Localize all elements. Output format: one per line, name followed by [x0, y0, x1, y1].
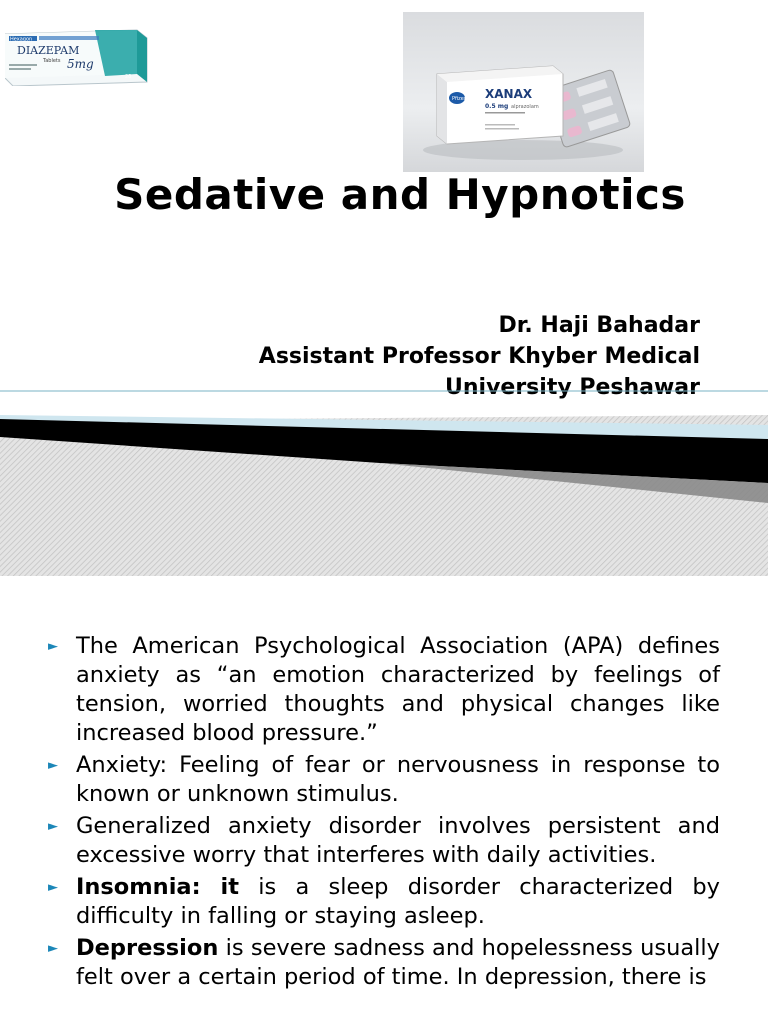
- slide-title: Sedative and Hypnotics: [114, 170, 686, 219]
- xanax-photo: [403, 12, 644, 172]
- decorative-swoosh: [0, 385, 768, 576]
- bullet-arrow-icon: ►: [48, 880, 58, 895]
- diazepam-strength: 5mg: [67, 57, 94, 71]
- bullet-text: is severe sadness and hopelessness usually felt over a certain period of time. In depression, there is: [76, 935, 720, 990]
- diazepam-count: 28: [125, 74, 132, 80]
- bullet-term: Insomnia: it: [76, 874, 239, 900]
- diazepam-drug: DIAZEPAM: [17, 44, 80, 57]
- bullet-item: [48, 751, 720, 809]
- bullet-arrow-icon: ►: [48, 941, 58, 956]
- diazepam-form: Tablets: [43, 58, 61, 64]
- author-name: Dr. Haji Bahadar: [498, 313, 700, 338]
- bullet-arrow-icon: ►: [48, 819, 58, 834]
- content-slide: [0, 576, 768, 1024]
- bullet-arrow-icon: ►: [48, 758, 58, 773]
- bullet-item: [48, 812, 720, 870]
- xanax-maker: Pfizer: [452, 96, 466, 102]
- bullet-arrow-icon: ►: [48, 639, 58, 654]
- xanax-box-image: [403, 12, 644, 172]
- bullet-text: is a sleep disorder characterized by difficulty in falling or staying asleep.: [76, 874, 720, 929]
- diazepam-box-image: [5, 28, 148, 86]
- bullet-text: Anxiety: Feeling of fear or nervousness in response to known or unknown stimulus.: [76, 752, 720, 807]
- bullet-text: Generalized anxiety disorder involves persistent and excessive worry that interferes with daily activities.: [76, 813, 720, 868]
- xanax-generic: alprazolam: [511, 104, 539, 110]
- bullet-item: [48, 632, 720, 748]
- diazepam-brand: Hexagon: [10, 36, 33, 43]
- xanax-brand: XANAX: [485, 87, 533, 101]
- author-institution: University Peshawar: [445, 375, 700, 400]
- bullet-text: The American Psychological Association (APA) defines anxiety as “an emotion characterized by feelings of tension, worried thoughts and physical changes like increased blood pressure.”: [76, 633, 720, 746]
- bullet-term: Depression: [76, 935, 219, 961]
- author-position: Assistant Professor Khyber Medical: [258, 344, 700, 369]
- xanax-strength: 0.5 mg: [485, 103, 509, 110]
- bullet-list: [48, 632, 720, 995]
- bullet-item: [48, 873, 720, 931]
- bullet-item: [48, 934, 720, 992]
